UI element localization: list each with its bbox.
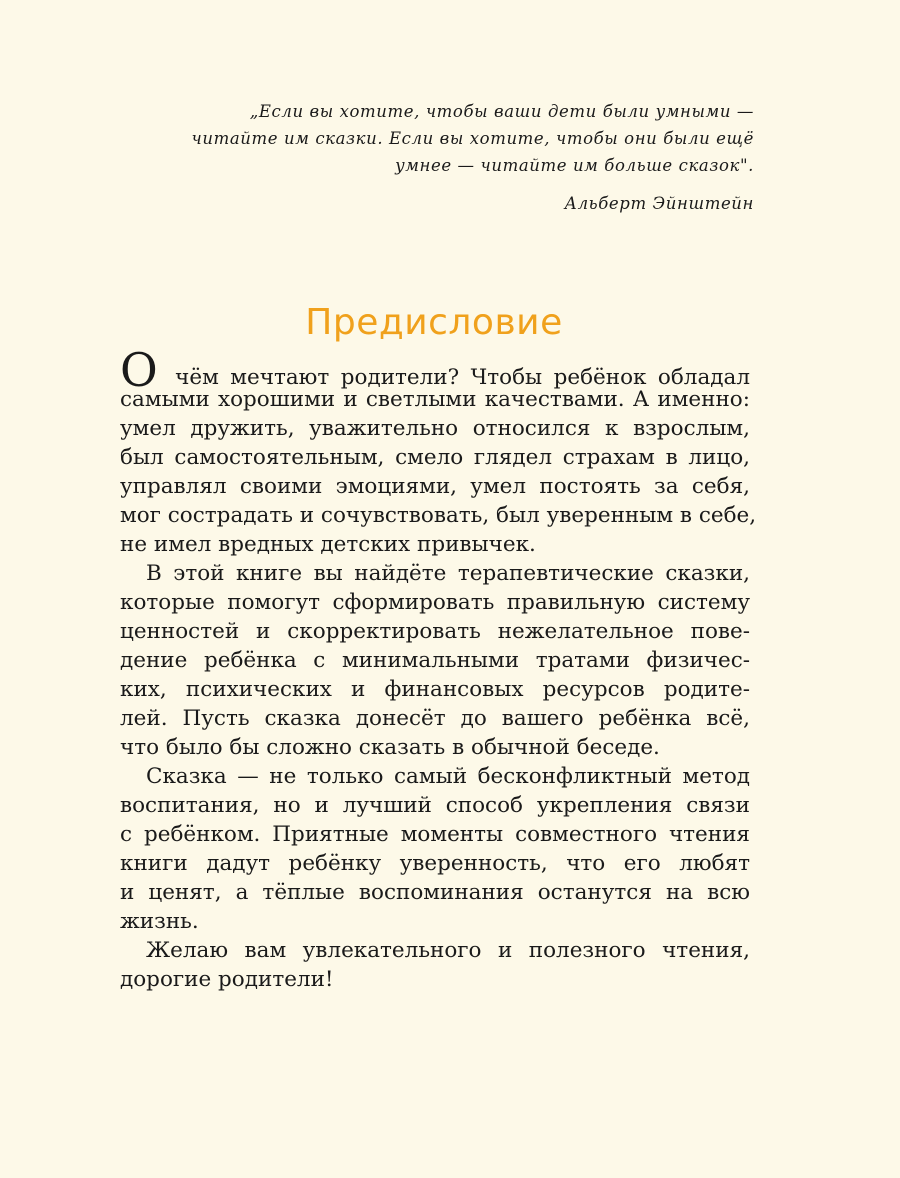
text-line: управлял своими эмоциями, умел постоять за себя, [120,474,750,499]
text-line: ценностей и скорректировать нежелательное пове- [120,619,750,644]
text-line: самыми хорошими и светлыми качествами. А именно: [120,387,750,412]
text-line: с ребёнком. Приятные моменты совместного чтения [120,822,750,847]
text-line: Желаю вам увлекательного и полезного чтения, [146,938,750,963]
text-line: умел дружить, уважительно относился к взрослым, [120,416,750,441]
text-line: был самостоятельным, смело глядел страхам в лицо, [120,445,750,470]
text-line: О чём мечтают родители? Чтобы ребёнок обладал [120,343,750,397]
epigraph [120,98,754,217]
text-line: дорогие родители! [120,967,334,992]
epigraph-line: читайте им сказки. Если вы хотите, чтобы они были ещё [191,129,754,148]
text-line: мог сострадать и сочувствовать, был уверенным в себе, [120,503,757,528]
epigraph-author: Альберт Эйнштейн [564,194,754,213]
text-line: дение ребёнка с минимальными тратами физичес- [120,648,750,673]
epigraph-line: умнее — читайте им больше сказок". [395,156,754,175]
text-line: В этой книге вы найдёте терапевтические сказки, [146,561,750,586]
text-line: которые помогут сформировать правильную систему [120,590,750,615]
text-line: воспитания, но и лучший способ укрепления связи [120,793,750,818]
epigraph-line: „Если вы хотите, чтобы ваши дети были умными — [249,102,754,121]
text-line: ких, психических и финансовых ресурсов родите- [120,677,750,702]
text-line: не имел вредных детских привычек. [120,532,536,557]
text-line: что было бы сложно сказать в обычной беседе. [120,735,660,760]
text-line: лей. Пусть сказка донесёт до вашего ребёнка всё, [120,706,750,731]
drop-cap: О [120,343,158,397]
text-line: и ценят, а тёплые воспоминания останутся на всю [120,880,750,905]
text-line: книги дадут ребёнку уверенность, что его любят [120,851,750,876]
page-title: Предисловие [305,302,563,343]
text-line: Сказка — не только самый бесконфликтный метод [146,764,750,789]
preface-text [120,343,757,994]
text-line: жизнь. [120,909,199,934]
